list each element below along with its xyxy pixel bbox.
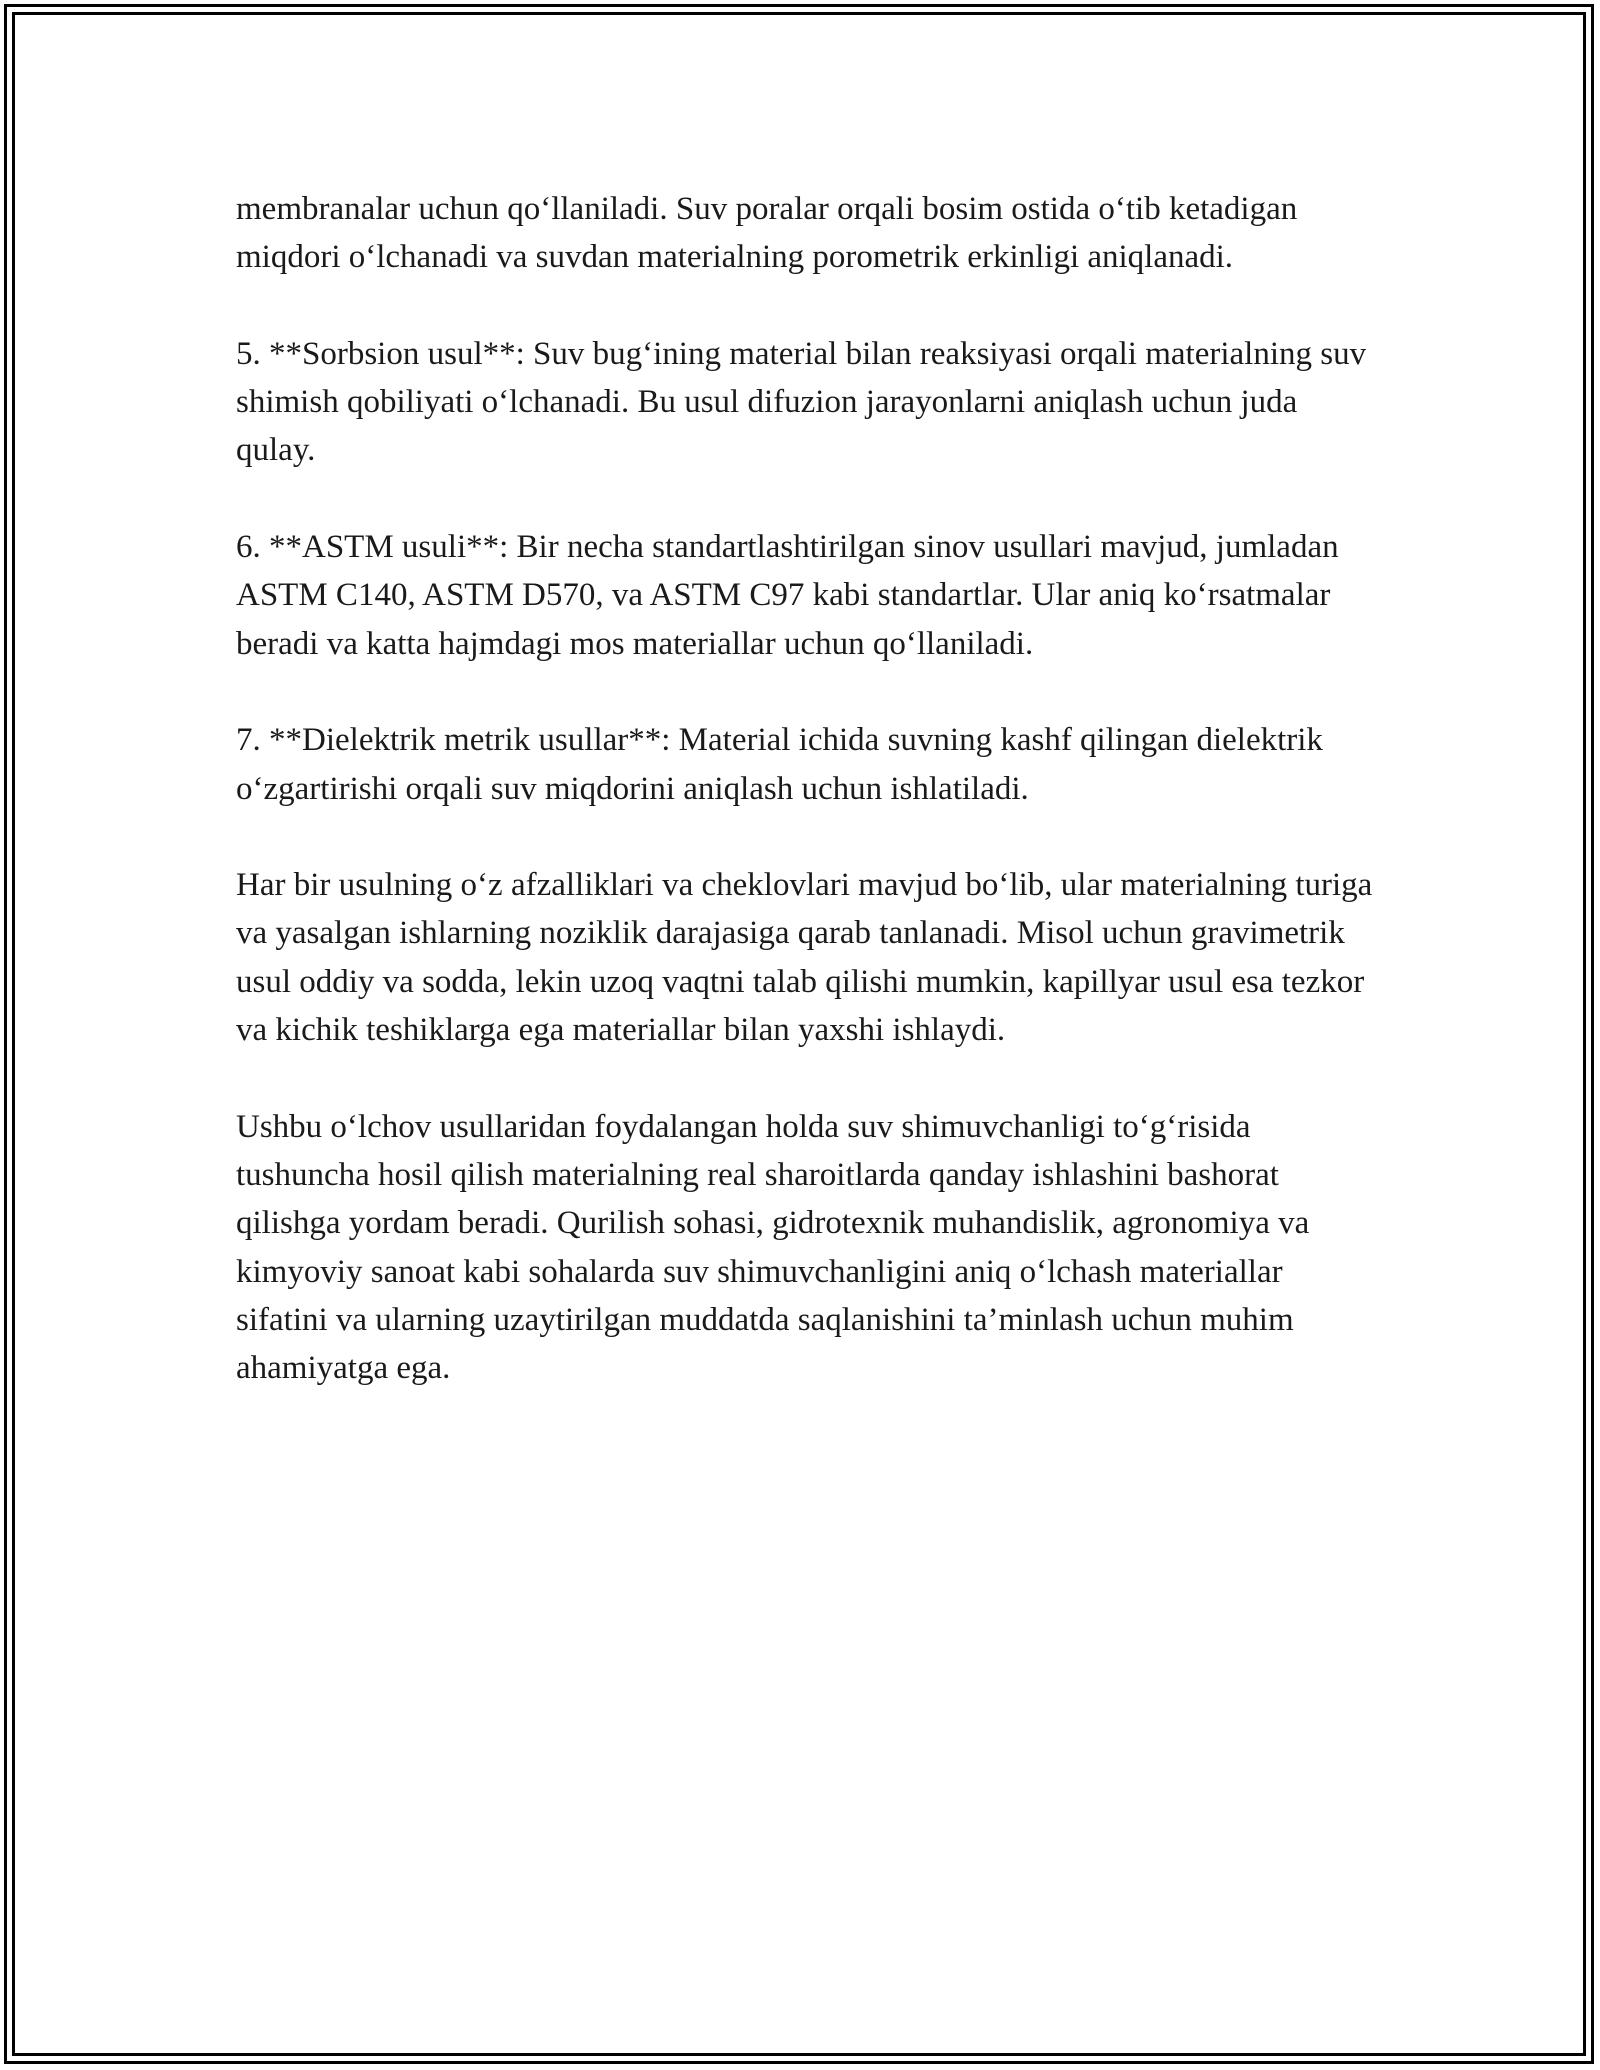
paragraph-sorbsion-usul: 5. **Sorbsion usul**: Suv bug‘ining material bilan reaksiyasi orqali materialning suv shimish qobiliyati o‘lchanadi. Bu usul difuzion jarayonlarni aniqlash uchun juda qulay. [236, 335, 1367, 469]
paragraph-dielektrik-usullar: 7. **Dielektrik metrik usullar**: Material ichida suvning kashf qilingan dielektrik o‘zgartirishi orqali suv miqdorini aniqlash uchun ishlatiladi. [236, 722, 1323, 807]
document-body [236, 185, 1376, 1441]
paragraph-afzalliklar: Har bir usulning o‘z afzalliklari va cheklovlari mavjud bo‘lib, ular materialning turiga va yasalgan ishlarning noziklik darajasiga qarab tanlanadi. Misol uchun gravimetrik usul oddiy va sodda, lekin uzoq vaqtni talab qilishi mumkin, kapillyar usul esa tezkor va kichik teshiklarga ega materiallar bilan yaxshi ishlaydi. [236, 867, 1373, 1049]
paragraph-membranalar: membranalar uchun qo‘llaniladi. Suv poralar orqali bosim ostida o‘tib ketadigan miqdori o‘lchanadi va suvdan materialning porometrik erkinligi aniqlanadi. [236, 191, 1298, 276]
paragraph-astm-usuli: 6. **ASTM usuli**: Bir necha standartlashtirilgan sinov usullari mavjud, jumladan ASTM C140, ASTM D570, va ASTM C97 kabi standartlar. Ular aniq ko‘rsatmalar beradi va katta hajmdagi mos materiallar uchun qo‘llaniladi. [236, 529, 1339, 662]
paragraph-xulosa: Ushbu o‘lchov usullaridan foydalangan holda suv shimuvchanligi to‘g‘risida tushuncha hosil qilish materialning real sharoitlarda qanday ishlashini bashorat qilishga yordam beradi. Qurilish sohasi, gidrotexnik muhandislik, agronomiya va kimyoviy sanoat kabi sohalarda suv shimuvchanligini aniq o‘lchash materiallar sifatini va ularning uzaytirilgan muddatda saqlanishini ta’minlash uchun muhim ahamiyatga ega. [236, 1108, 1310, 1387]
